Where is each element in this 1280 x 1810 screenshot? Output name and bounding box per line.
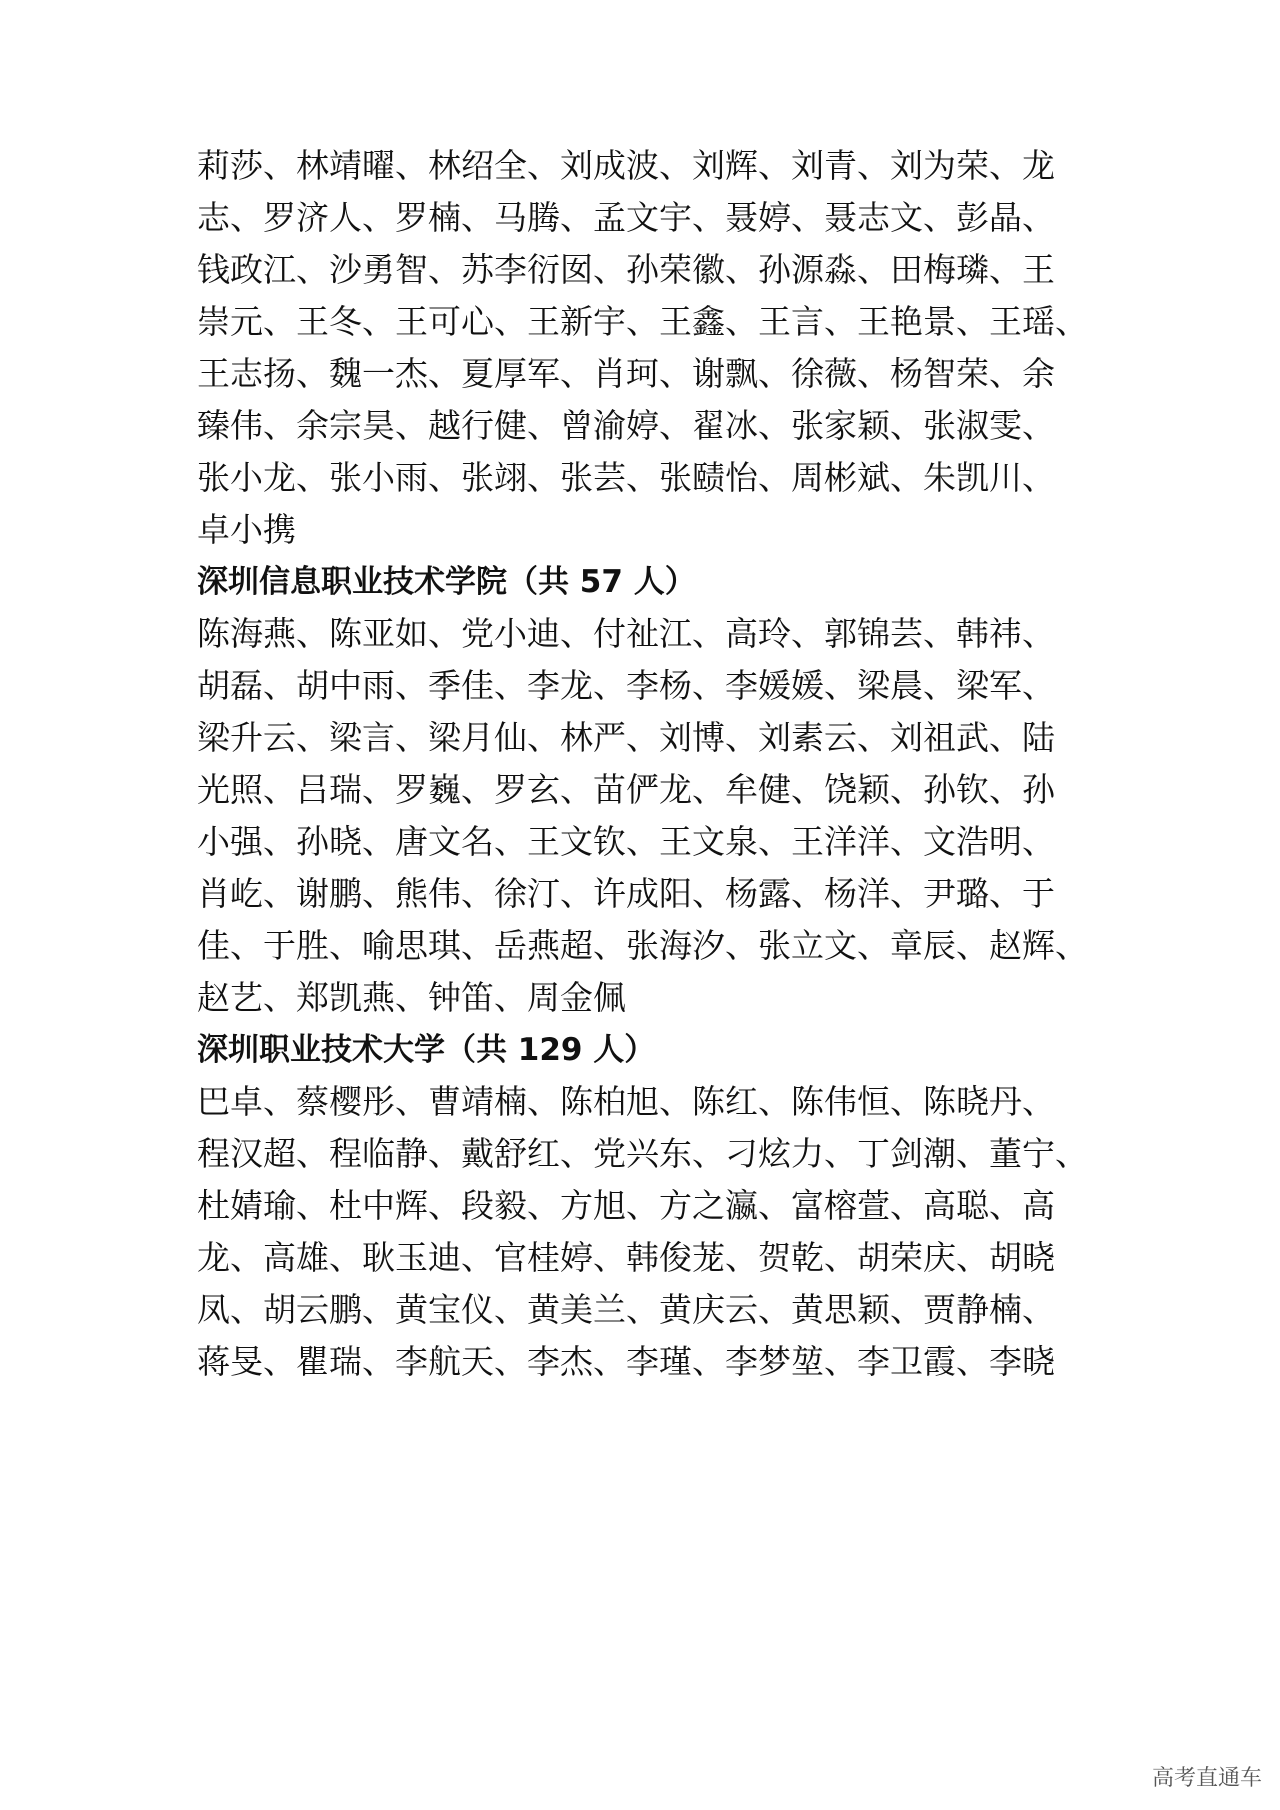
name-list-line: 臻伟、余宗昊、越行健、曾渝婷、翟冰、张家颖、张淑雯、: [197, 406, 1055, 445]
name-list-line: 赵艺、郑凯燕、钟笛、周金佩: [197, 978, 626, 1017]
name-list-line: 凤、胡云鹏、黄宝仪、黄美兰、黄庆云、黄思颖、贾静楠、: [197, 1290, 1055, 1329]
name-list-line: 小强、孙晓、唐文名、王文钦、王文泉、王洋洋、文浩明、: [197, 822, 1055, 861]
name-list-line: 崇元、王冬、王可心、王新宇、王鑫、王言、王艳景、王瑶、: [197, 302, 1088, 341]
name-list-line: 钱政江、沙勇智、苏李衍囡、孙荣徽、孙源淼、田梅璘、王: [197, 250, 1055, 289]
name-list-line: 张小龙、张小雨、张翊、张芸、张赜怡、周彬斌、朱凯川、: [197, 458, 1055, 497]
name-list-line: 梁升云、梁言、梁月仙、林严、刘博、刘素云、刘祖武、陆: [197, 718, 1055, 757]
name-list-line: 胡磊、胡中雨、季佳、李龙、李杨、李媛媛、梁晨、梁军、: [197, 666, 1055, 705]
name-list-line: 蒋旻、瞿瑞、李航天、李杰、李瑾、李梦堃、李卫霞、李晓: [197, 1342, 1055, 1381]
name-list-line: 龙、高雄、耿玉迪、官桂婷、韩俊茏、贺乾、胡荣庆、胡晓: [197, 1238, 1055, 1277]
name-list-line: 志、罗济人、罗楠、马腾、孟文宇、聂婷、聂志文、彭晶、: [197, 198, 1055, 237]
name-list-line: 王志扬、魏一杰、夏厚军、肖珂、谢飘、徐薇、杨智荣、余: [197, 354, 1055, 393]
section-heading: 深圳职业技术大学（共 129 人）: [197, 1032, 656, 1068]
name-list-line: 莉莎、林靖曜、林绍全、刘成波、刘辉、刘青、刘为荣、龙: [197, 146, 1055, 185]
name-list-line: 杜婧瑜、杜中辉、段毅、方旭、方之瀛、富榕萱、高聪、高: [197, 1186, 1055, 1225]
name-list-line: 程汉超、程临静、戴舒红、党兴东、刁炫力、丁剑潮、董宁、: [197, 1134, 1088, 1173]
name-list-line: 巴卓、蔡樱彤、曹靖楠、陈柏旭、陈红、陈伟恒、陈晓丹、: [197, 1082, 1055, 1121]
name-list-line: 陈海燕、陈亚如、党小迪、付祉江、高玲、郭锦芸、韩祎、: [197, 614, 1055, 653]
name-list-line: 卓小携: [197, 510, 296, 549]
name-list-line: 光照、吕瑞、罗巍、罗玄、苗俨龙、牟健、饶颖、孙钦、孙: [197, 770, 1055, 809]
watermark: 高考直通车: [1151, 1766, 1262, 1791]
name-list-line: 佳、于胜、喻思琪、岳燕超、张海汐、张立文、章辰、赵辉、: [197, 926, 1088, 965]
name-list-line: 肖屹、谢鹏、熊伟、徐汀、许成阳、杨露、杨洋、尹璐、于: [197, 874, 1055, 913]
section-heading: 深圳信息职业技术学院（共 57 人）: [197, 564, 696, 600]
